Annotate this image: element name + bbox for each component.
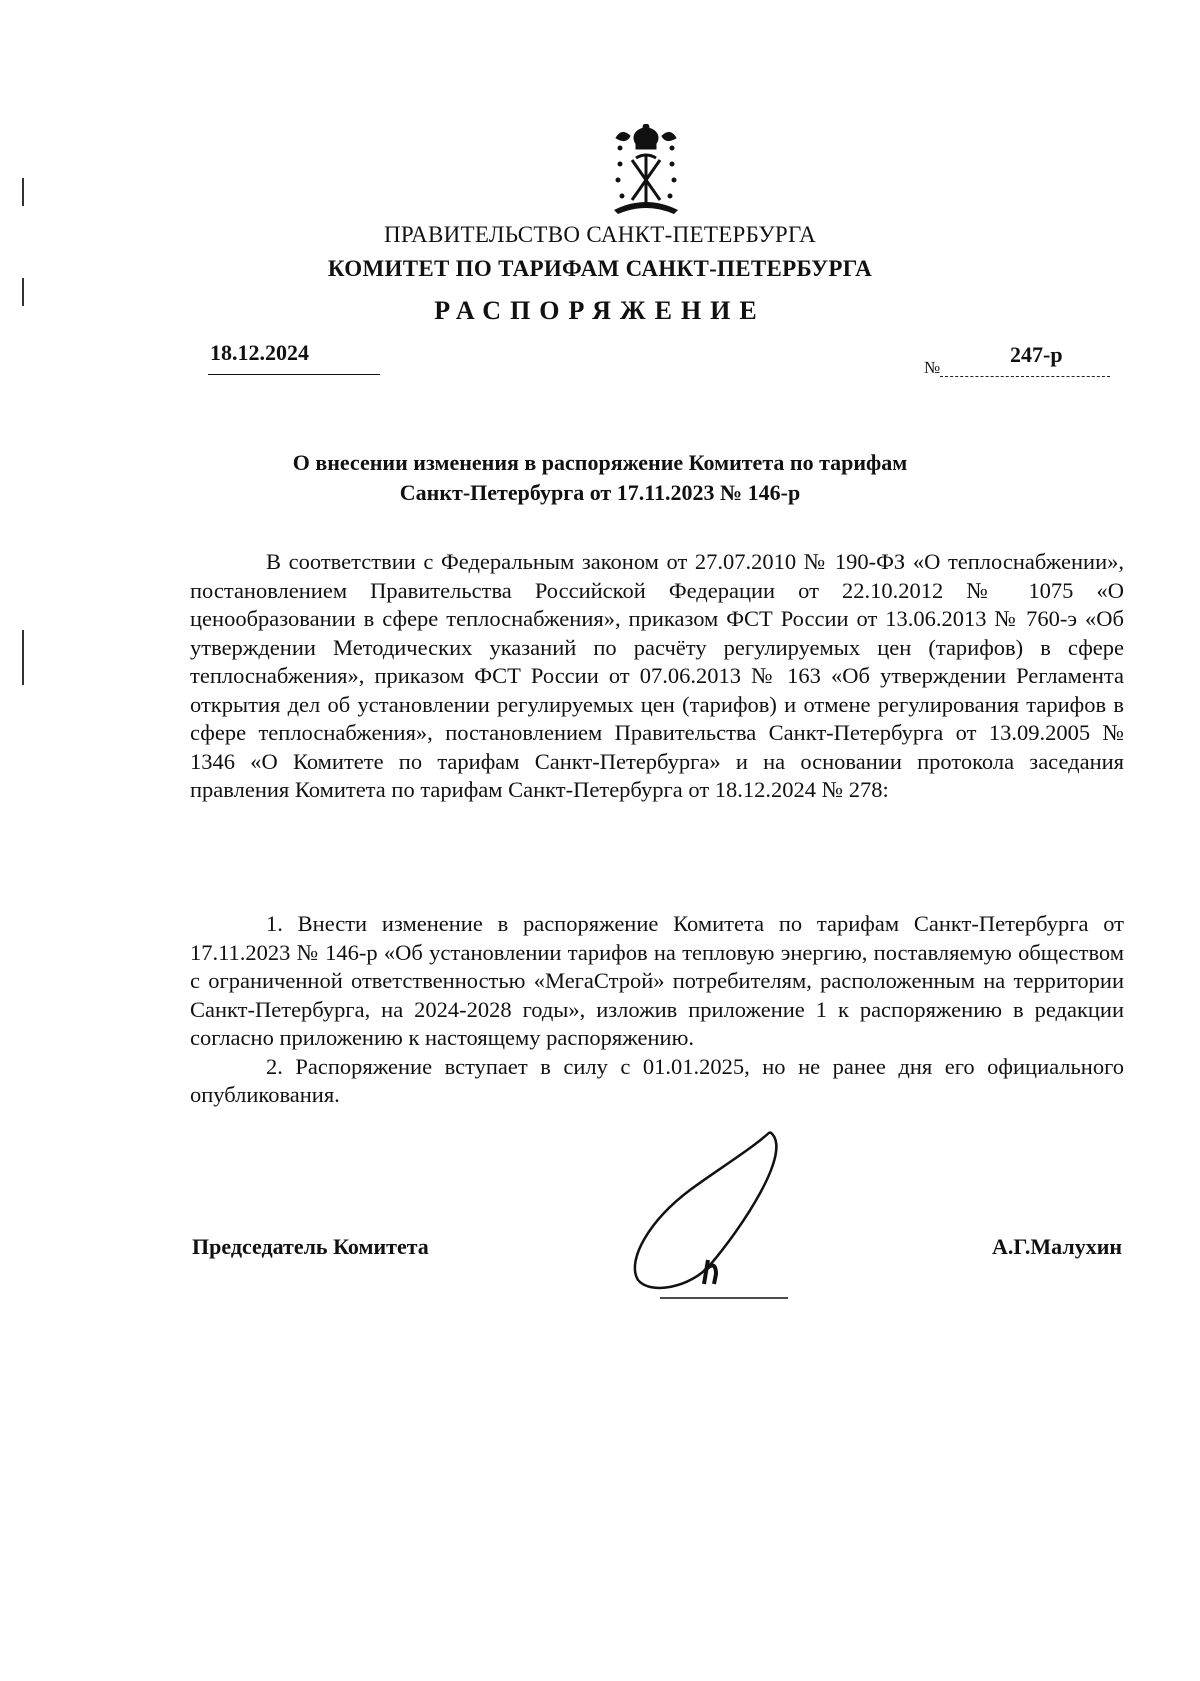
government-title: ПРАВИТЕЛЬСТВО САНКТ-ПЕТЕРБУРГА [383,222,817,247]
coat-of-arms-emblem [606,124,686,216]
scan-mark [22,178,24,206]
order-item-1: 1. Внести изменение в распоряжение Комитета по тарифам Санкт-Петербурга от 17.11.2023 № 146-р «Об установлении тарифов на тепловую энергию, поставляемую обществом с ограниченной ответственностью «МегаСтрой» потребителям, расположенным на территории Санкт-Петербурга, на 2024-2028 годы», изложив приложение 1 к распоряжению в редакции согласно приложению к настоящему распоряжению. [190,911,1124,1050]
number-underline [940,376,1110,377]
number-sign: № [924,358,941,377]
document-subject [0,448,1200,508]
signer-name: А.Г.Малухин [992,1234,1123,1259]
document-type: РАСПОРЯЖЕНИЕ [434,296,766,325]
order-items [190,910,1124,1110]
scan-mark [22,630,24,685]
subject-line-2: Санкт-Петербурга от 17.11.2023 № 146-р [399,480,801,505]
document-date: 18.12.2024 [210,340,309,365]
handwritten-signature [620,1120,800,1310]
order-item-2: 2. Распоряжение вступает в силу с 01.01.2025, но не ранее дня его официального опубликования. [190,1053,1124,1107]
date-underline [208,374,380,375]
document-number: 247-р [1010,342,1063,367]
preamble-text: В соответствии с Федеральным законом от 27.07.2010 № 190-ФЗ «О теплоснабжении», постановлением Правительства Российской Федерации от 22.10.2012 № 1075 «О ценообразовании в сфере теплоснабжения», приказом ФСТ России от 13.06.2013 № 760-э «Об утверждении Методических указаний по расчёту регулируемых цен (тарифов) в сфере теплоснабжения», приказом ФСТ России от 07.06.2013 № 163 «Об утверждении Регламента открытия дел об установлении регулируемых цен (тарифов) и отмене регулирования тарифов в сфере теплоснабжения», постановлением Правительства Санкт-Петербурга от 13.09.2005 № 1346 «О Комитете по тарифам Санкт-Петербурга» и на основании протокола заседания правления Комитета по тарифам Санкт-Петербурга от 18.12.2024 № 278: [190,549,1124,802]
signer-title: Председатель Комитета [192,1234,429,1259]
subject-line-1: О внесении изменения в распоряжение Комитета по тарифам [292,450,908,475]
preamble-paragraph [190,548,1124,805]
committee-title: КОМИТЕТ ПО ТАРИФАМ САНКТ-ПЕТЕРБУРГА [327,256,873,281]
